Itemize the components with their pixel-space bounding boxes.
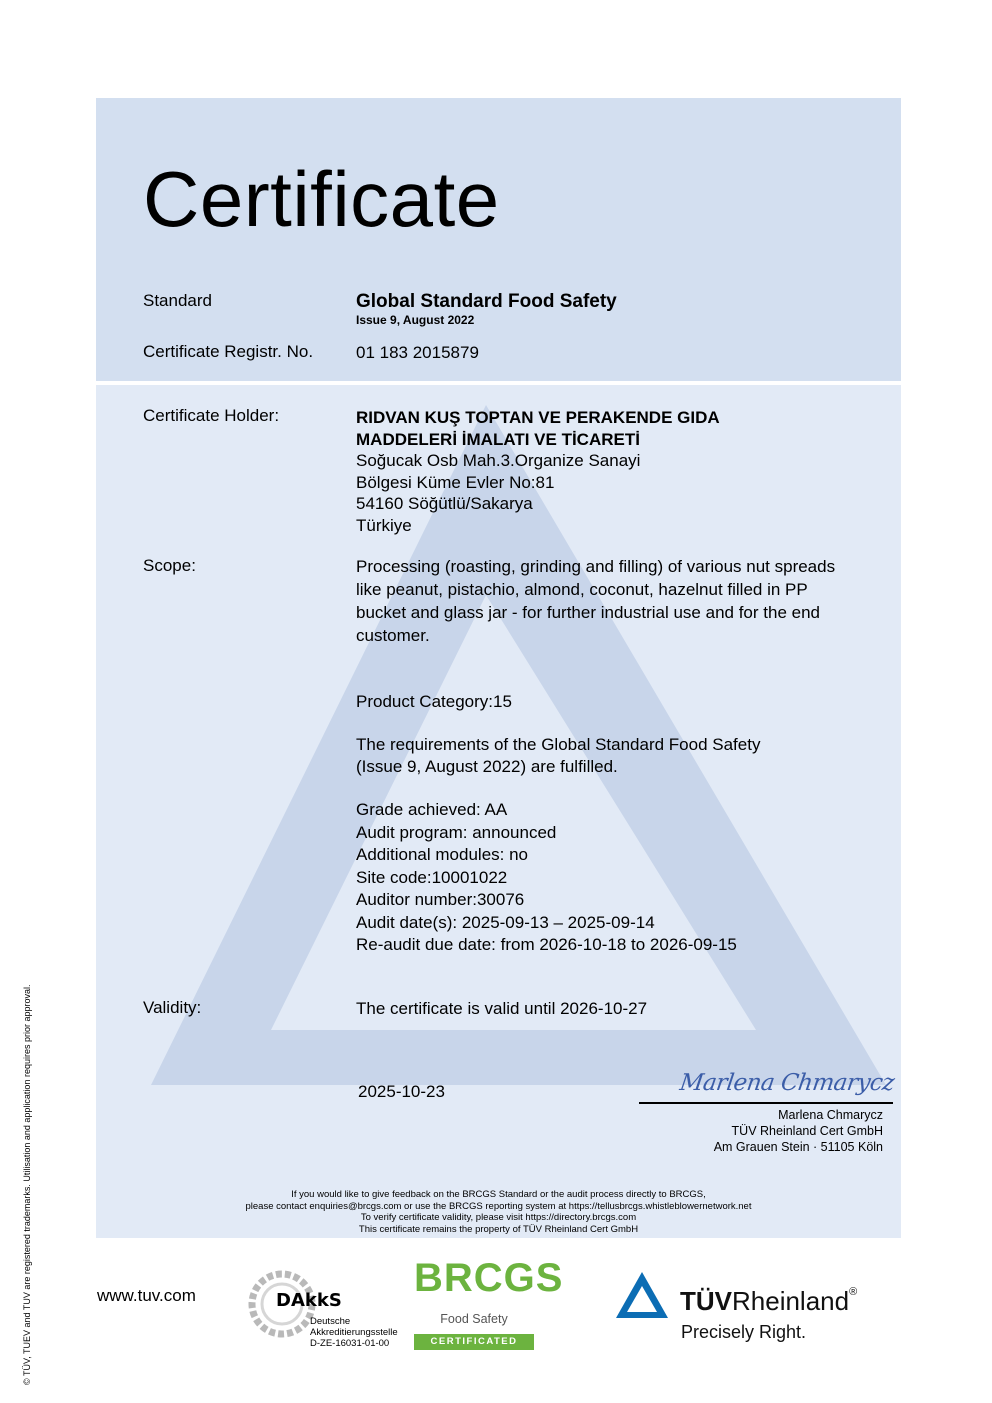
validity-label: Validity: [143, 998, 202, 1017]
validity-text: The certificate is valid until 2026-10-27 [356, 999, 648, 1018]
feedback-line: This certificate remains the property of TÜV Rheinland Cert GmbH [358, 1223, 639, 1235]
tuv-triangle-icon [614, 1270, 670, 1322]
dakks-name: DAkkS [276, 1290, 342, 1311]
tuv-brand-bold: TÜV [680, 1286, 732, 1316]
signature-script: Marlena Chmarycz [678, 1070, 896, 1096]
dakks-line: Akkreditierungsstelle [310, 1327, 398, 1338]
standard-value [356, 291, 617, 327]
tuv-brand-rest: Rheinland [732, 1286, 850, 1316]
dakks-line: Deutsche [310, 1316, 351, 1327]
scope-line: like peanut, pistachio, almond, coconut, hazelnut filled in PP [356, 580, 808, 599]
holder-name-line: RIDVAN KUŞ TOPTAN VE PERAKENDE GIDA [356, 408, 720, 427]
detail-additional-modules: Additional modules: no [356, 845, 529, 864]
holder-label: Certificate Holder: [143, 406, 280, 425]
signatory-name: Marlena Chmarycz [778, 1108, 883, 1122]
trademark-note: © TÜV, TUEV and TUV are registered trademarks. Utilisation and application requires prior approval. [22, 984, 32, 1385]
detail-grade: Grade achieved: AA [356, 800, 508, 819]
brcgs-subtitle: Food Safety [440, 1312, 508, 1326]
dakks-details [310, 1316, 398, 1349]
standard-name: Global Standard Food Safety [356, 291, 617, 312]
requirements-statement [356, 734, 760, 777]
brcgs-certificated-badge: CERTIFICATED [414, 1334, 534, 1350]
registered-mark: ® [849, 1286, 858, 1298]
signatory-company: TÜV Rheinland Cert GmbH [731, 1124, 883, 1138]
signatory-block [714, 1107, 883, 1155]
requirements-line: The requirements of the Global Standard Food Safety [356, 735, 761, 754]
holder-address-line: Soğucak Osb Mah.3.Organize Sanayi [356, 451, 641, 470]
feedback-notice [96, 1189, 901, 1235]
scope-text [356, 555, 896, 647]
detail-audit-program: Audit program: announced [356, 822, 557, 842]
standard-issue: Issue 9, August 2022 [356, 312, 475, 327]
dakks-line: D-ZE-16031-01-00 [310, 1338, 390, 1349]
holder-address-line: Bölgesi Küme Evler No:81 [356, 472, 555, 492]
website-link[interactable]: www.tuv.com [97, 1286, 196, 1305]
issue-date: 2025-10-23 [358, 1082, 445, 1101]
detail-auditor-number: Auditor number:30076 [356, 890, 525, 909]
audit-details [356, 799, 737, 957]
brcgs-logo-word: BRCGS [414, 1256, 564, 1300]
feedback-line: please contact enquiries@brcgs.com or use the BRCGS reporting system at https://tellusbrcgs.whistleblowernetwork.net [245, 1200, 752, 1212]
tuv-tagline: Precisely Right. [681, 1322, 807, 1342]
detail-reaudit-due: Re-audit due date: from 2026-10-18 to 2026-09-15 [356, 935, 737, 954]
requirements-line: (Issue 9, August 2022) are fulfilled. [356, 756, 618, 776]
signatory-address: Am Grauen Stein · 51105 Köln [713, 1140, 883, 1154]
scope-line: customer. [356, 626, 430, 645]
holder-name-line: MADDELERİ İMALATI VE TİCARETİ [356, 429, 640, 449]
holder-block [356, 407, 720, 536]
scope-line: bucket and glass jar - for further industrial use and for the end [356, 603, 820, 622]
signature-line [639, 1102, 893, 1104]
holder-address-line: Türkiye [356, 515, 412, 535]
holder-address-line: 54160 Söğütlü/Sakarya [356, 494, 533, 513]
detail-audit-dates: Audit date(s): 2025-09-13 – 2025-09-14 [356, 912, 655, 932]
feedback-line: If you would like to give feedback on the BRCGS Standard or the audit process directly to BRCGS, [291, 1189, 706, 1200]
scope-label: Scope: [143, 556, 196, 575]
detail-site-code: Site code:10001022 [356, 867, 508, 887]
product-category: Product Category:15 [356, 692, 512, 711]
registration-number: 01 183 2015879 [356, 343, 479, 362]
page-title: Certificate [143, 155, 500, 243]
standard-label: Standard [143, 291, 212, 310]
scope-line: Processing (roasting, grinding and filling) of various nut spreads [356, 557, 836, 576]
feedback-line: To verify certificate validity, please visit https://directory.brcgs.com [360, 1212, 637, 1223]
tuv-brand-name [680, 1286, 857, 1317]
registration-label: Certificate Registr. No. [143, 342, 314, 361]
